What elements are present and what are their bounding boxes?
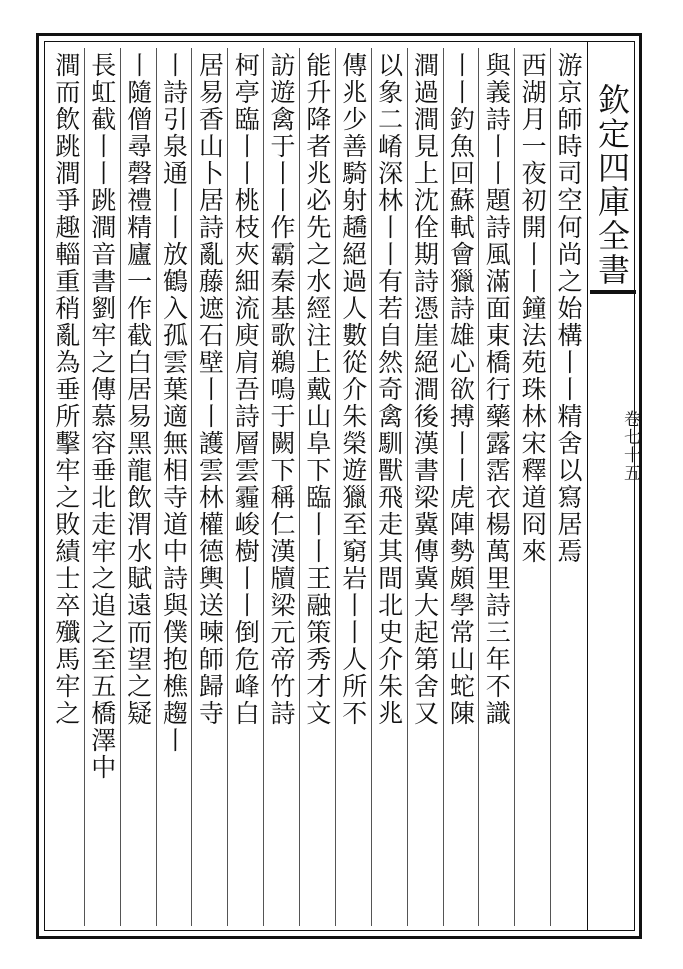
text-column-5: 澗過澗見上沈佺期詩憑崖絕澗後漢書梁冀傳冀大起第舍又 <box>410 52 440 727</box>
text-column-12: 丨詩引泉通丨丨放鶴入孤雲葉適無相寺道中詩與僕抱樵趨丨 <box>159 52 189 754</box>
column-rule <box>263 48 264 926</box>
column-rule <box>550 48 551 926</box>
column-rule <box>371 48 372 926</box>
column-rule <box>407 48 408 926</box>
text-column-9: 訪遊禽于丨丨作霸秦基歌鵜鳴于闕下稱仁漢牘梁元帝竹詩 <box>267 52 297 727</box>
text-column-10: 柯亭臨丨丨桃枝夾細流庾肩吾詩層雲霾峻樹丨丨倒危峰白 <box>231 52 261 727</box>
column-rule <box>84 48 85 926</box>
volume-label: 卷七十五 <box>620 410 640 482</box>
text-column-13: 丨隨僧尋磬禮精廬一作截白居易黑龍飲渭水賦遠而望之疑 <box>123 52 153 727</box>
text-column-8: 能升降者兆必先之水經注上戴山阜下臨丨丨王融策秀才文 <box>302 52 332 727</box>
text-column-6: 以象二崤深林丨丨有若自然奇禽馴獸飛走其間北史介朱兆 <box>374 52 404 727</box>
text-column-7: 傳兆少善騎射趫絕過人數從介朱榮遊獵至窮岩丨丨人所不 <box>338 52 368 727</box>
title-separator <box>590 290 636 294</box>
column-rule <box>299 48 300 926</box>
text-column-15: 澗而飲跳澗爭趣輜重稍亂為垂所擊牢之敗績士卒殲馬牢之 <box>51 52 81 727</box>
column-rule <box>443 48 444 926</box>
text-column-11: 居易香山卜居詩亂藤遮石壁丨丨護雲林權德輿送暕師歸寺 <box>195 52 225 727</box>
column-rule <box>478 48 479 926</box>
column-rule <box>227 48 228 926</box>
column-rule <box>335 48 336 926</box>
column-rule <box>120 48 121 926</box>
text-column-2: 西湖月一夜初開丨丨鐘法苑珠林宋釋道冏來 <box>518 52 548 565</box>
column-rule <box>191 48 192 926</box>
column-rule <box>156 48 157 926</box>
text-column-3: 與義詩丨丨題詩風滿面東橋行藥露霑衣楊萬里詩三年不識 <box>482 52 512 727</box>
text-column-1: 游京師時司空何尚之始構丨丨精舍以寫居焉 <box>553 52 583 565</box>
text-column-14: 長虹截丨丨跳澗音書劉牢之傳慕容垂北走牢之追之至五橋澤中 <box>87 52 117 781</box>
column-rule <box>514 48 515 926</box>
text-column-4: 丨丨釣魚回蘇軾會獵詩雄心欲搏丨丨虎陣勢頗學常山蛇陳 <box>446 52 476 727</box>
library-title: 欽定四庫全書 <box>593 83 631 287</box>
